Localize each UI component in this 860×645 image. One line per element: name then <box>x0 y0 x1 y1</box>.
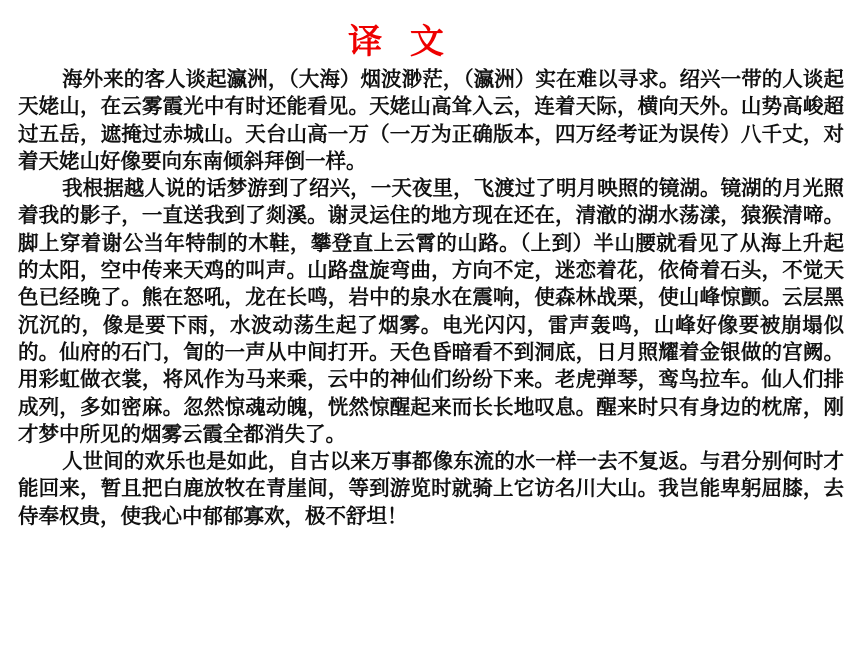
page-title: 译 文 <box>348 22 452 62</box>
paragraph-1: 海外来的客人谈起瀛洲，（大海）烟波渺茫，（瀛洲）实在难以寻求。绍兴一带的人谈起天姥山，在云雾霞光中有时还能看见。天姥山高耸入云，连着天际，横向天外。山势高峻超过五岳，遮掩过赤城山。天台山高一万（一万为正确版本，四万经考证为误传）八千丈，对着天姥山好像要向东南倾斜拜倒一样。 <box>18 67 844 173</box>
paragraph-3: 人世间的欢乐也是如此，自古以来万事都像东流的水一样一去不复返。与君分别何时才能回来，暂且把白鹿放牧在青崖间，等到游览时就骑上它访名川大山。我岂能卑躬屈膝，去侍奉权贵，使我心中郁郁寡欢，极不舒坦！ <box>18 449 844 528</box>
paragraph-2: 我根据越人说的话梦游到了绍兴，一天夜里，飞渡过了明月映照的镜湖。镜湖的月光照着我的影子，一直送我到了剡溪。谢灵运住的地方现在还在，清澈的湖水荡漾，猿猴清啼。脚上穿着谢公当年特制的木鞋，攀登直上云霄的山路。（上到）半山腰就看见了从海上升起的太阳，空中传来天鸡的叫声。山路盘旋弯曲，方向不定，迷恋着花，依倚着石头，不觉天色已经晚了。熊在怒吼，龙在长鸣，岩中的泉水在震响，使森林战栗，使山峰惊颤。云层黑沉沉的，像是要下雨，水波动荡生起了烟雾。电光闪闪，雷声轰鸣，山峰好像要被崩塌似的。仙府的石门，訇的一声从中间打开。天色昏暗看不到洞底，日月照耀着金银做的宫阙。用彩虹做衣裳，将风作为马来乘，云中的神仙们纷纷下来。老虎弹琴，鸾鸟拉车。仙人们排成列，多如密麻。忽然惊魂动魄，恍然惊醒起来而长长地叹息。醒来时只有身边的枕席，刚才梦中所见的烟雾云霞全都消失了。 <box>18 176 844 446</box>
translation-body <box>18 66 844 530</box>
